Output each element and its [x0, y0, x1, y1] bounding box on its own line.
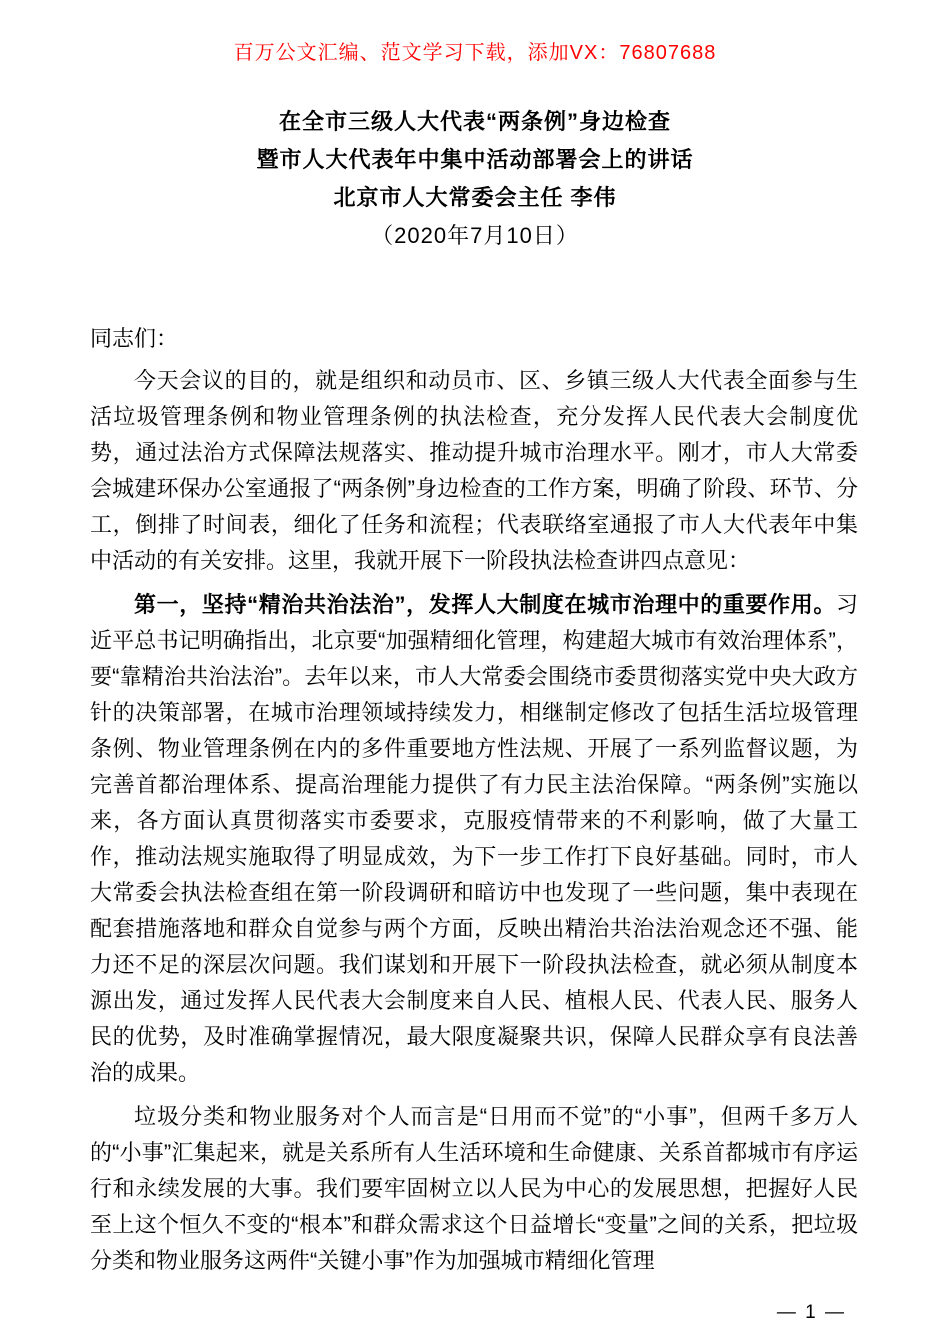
paragraph: [90, 587, 858, 1091]
title-block: [0, 103, 950, 255]
paragraph-text: 今天会议的目的，就是组织和动员市、区、乡镇三级人大代表全面参与生活垃圾管理条例和物业管理条例的执法检查，充分发挥人民代表大会制度优势，通过法治方式保障法规落实、推动提升城市治理水平。刚才，市人大常委会城建环保办公室通报了“两条例”身边检查的工作方案，明确了阶段、环节、分工，倒排了时间表，细化了任务和流程；代表联络室通报了市人大代表年中集中活动的有关安排。这里，我就开展下一阶段执法检查讲四点意见：: [90, 368, 858, 573]
salutation: 同志们：: [90, 326, 179, 351]
title-line-1: 在全市三级人大代表“两条例”身边检查: [278, 109, 671, 134]
paragraph: [90, 1099, 858, 1279]
paragraph-bold-lead: 第一，坚持“精治共治法治”，发挥人大制度在城市治理中的重要作用。: [134, 592, 836, 617]
paragraph-text: 习近平总书记明确指出，北京要“加强精细化管理，构建超大城市有效治理体系”，要“靠精治共治法治”。去年以来，市人大常委会围绕市委贯彻落实党中央大政方针的决策部署，在城市治理领域持续发力，相继制定修改了包括生活垃圾管理条例、物业管理条例在内的多件重要地方性法规、开展了一系列监督议题，为完善首都治理体系、提高治理能力提供了有力民主法治保障。“两条例”实施以来，各方面认真贯彻落实市委要求，克服疫情带来的不利影响，做了大量工作，推动法规实施取得了明显成效，为下一步工作打下良好基础。同时，市人大常委会执法检查组在第一阶段调研和暗访中也发现了一些问题，集中表现在配套措施落地和群众自觉参与两个方面，反映出精治共治法治观念还不强、能力还不足的深层次问题。我们谋划和开展下一阶段执法检查，就必须从制度本源出发，通过发挥人民代表大会制度来自人民、植根人民、代表人民、服务人民的优势，及时准确掌握情况，最大限度凝聚共识，保障人民群众享有良法善治的成果。: [90, 592, 858, 1085]
page-number: — 1 —: [776, 1302, 846, 1323]
header-notice: 百万公文汇编、范文学习下载，添加VX：76807688: [233, 42, 717, 64]
title-line-2: 暨市人大代表年中集中活动部署会上的讲话: [256, 147, 694, 172]
paragraph-text: 垃圾分类和物业服务对个人而言是“日用而不觉”的“小事”，但两千多万人的“小事”汇集起来，就是关系所有人生活环境和生命健康、关系首都城市有序运行和永续发展的大事。我们要牢固树立以人民为中心的发展思想，把握好人民至上这个恒久不变的“根本”和群众需求这个日益增长“变量”之间的关系，把垃圾分类和物业服务这两件“关键小事”作为加强城市精细化管理: [90, 1104, 858, 1273]
paragraph: [90, 363, 858, 579]
date-line: （2020年7月10日）: [371, 223, 579, 248]
author-line: 北京市人大常委会主任 李伟: [333, 185, 617, 210]
body-paragraphs: [90, 363, 858, 1279]
document-body: [90, 321, 858, 1279]
